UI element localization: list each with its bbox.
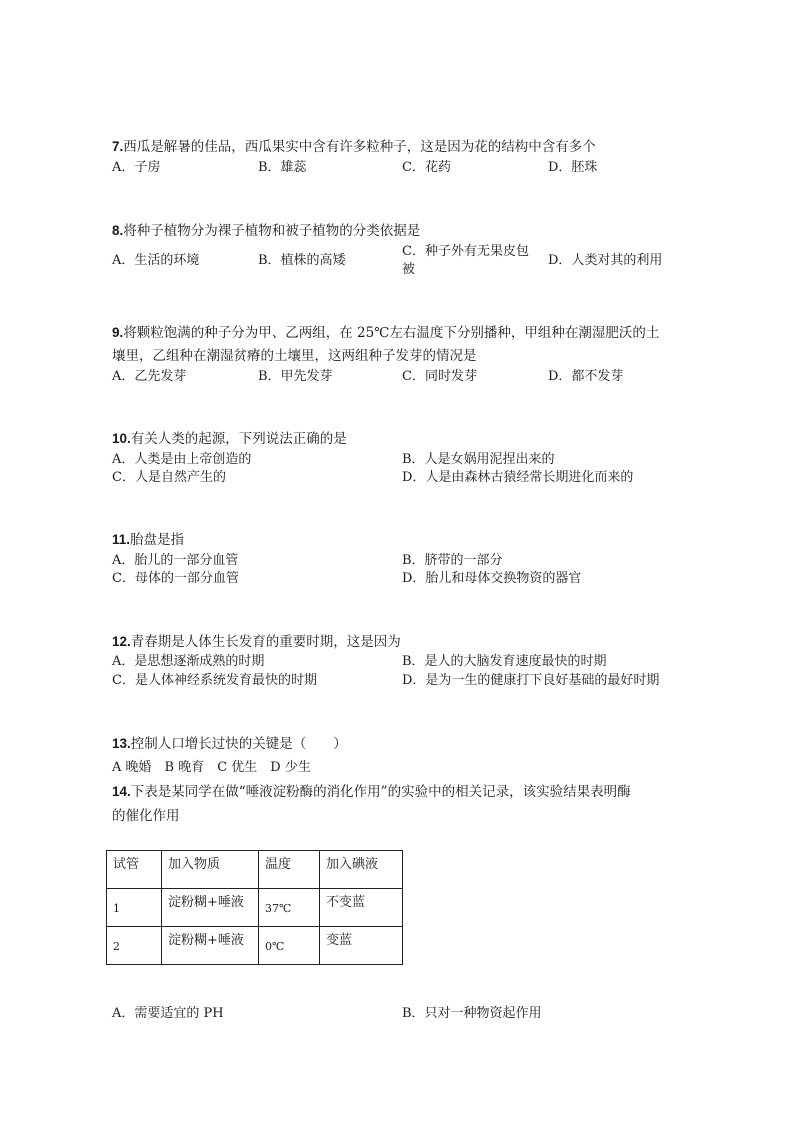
- table-cell: 变蓝: [320, 927, 403, 965]
- table-cell: 淀粉糊+唾液: [162, 927, 259, 965]
- question-9-option-a: A．乙先发芽: [112, 369, 187, 384]
- question-7-option-b: B．雄蕊: [258, 160, 307, 175]
- question-12-stem: 12.青春期是人体生长发育的重要时期，这是因为: [112, 634, 401, 650]
- question-13-options: A 晚婚 B 晚育 C 优生 D 少生: [112, 760, 311, 775]
- question-7-option-c: C．花药: [402, 160, 451, 175]
- question-10-option-d: D．人是由森林古猿经常长期进化而来的: [402, 470, 634, 485]
- table-cell: 2: [107, 927, 162, 965]
- question-10-option-c: C．人是自然产生的: [112, 470, 226, 485]
- question-14-stem-line1: 14.下表是某同学在做“唾液淀粉酶的消化作用”的实验中的相关记录，该实验结果表明酶: [112, 784, 631, 800]
- question-11-option-c: C．母体的一部分血管: [112, 571, 239, 586]
- question-11-option-a: A．胎儿的一部分血管: [112, 553, 239, 568]
- experiment-table: [106, 850, 403, 965]
- question-7-stem: 7.西瓜是解暑的佳品，西瓜果实中含有许多粒种子，这是因为花的结构中含有多个: [112, 139, 596, 155]
- table-header-cell: 温度: [259, 851, 320, 889]
- question-8-option-b: B．植株的高矮: [258, 253, 346, 268]
- table-header-cell: 加入碘液: [320, 851, 403, 889]
- question-12-option-b: B．是人的大脑发育速度最快的时期: [402, 654, 607, 669]
- question-9-option-c: C．同时发芽: [402, 369, 477, 384]
- table-header-cell: 加入物质: [162, 851, 259, 889]
- question-14-option-b: B．只对一种物资起作用: [402, 1006, 542, 1021]
- table-cell: 1: [107, 889, 162, 927]
- table-cell: 淀粉糊+唾液: [162, 889, 259, 927]
- question-10-stem: 10.有关人类的起源，下列说法正确的是: [112, 431, 347, 447]
- question-7-option-d: D．胚珠: [548, 160, 598, 175]
- question-13-stem: 13.控制人口增长过快的关键是（ ）: [112, 736, 347, 752]
- question-12-option-a: A．是思想逐渐成熟的时期: [112, 654, 265, 669]
- table-cell: 不变蓝: [320, 889, 403, 927]
- question-10-option-b: B．人是女娲用泥捏出来的: [402, 452, 555, 467]
- question-14-stem-line2: 的催化作用: [112, 808, 180, 824]
- question-9-stem-line2: 壤里，乙组种在潮湿贫瘠的土壤里，这两组种子发芽的情况是: [112, 348, 477, 364]
- question-11-option-d: D．胎儿和母体交换物资的器官: [402, 571, 582, 586]
- question-8-option-d: D．人类对其的利用: [548, 253, 663, 268]
- question-10-option-a: A．人类是由上帝创造的: [112, 452, 252, 467]
- table-cell: 37℃: [259, 889, 320, 927]
- table-row: [107, 889, 403, 927]
- question-9-stem-line1: 9.将颗粒饱满的种子分为甲、乙两组，在 25℃左右温度下分别播种，甲组种在潮湿肥沃的土: [112, 325, 660, 341]
- table-header-row: [107, 851, 403, 889]
- question-8-stem: 8.将种子植物分为裸子植物和被子植物的分类依据是: [112, 223, 421, 239]
- question-12-option-d: D．是为一生的健康打下良好基础的最好时期: [402, 673, 660, 688]
- table-cell: 0℃: [259, 927, 320, 965]
- question-9-option-b: B．甲先发芽: [258, 369, 333, 384]
- table-row: [107, 927, 403, 965]
- question-11-option-b: B．脐带的一部分: [402, 553, 503, 568]
- question-8-option-a: A．生活的环境: [112, 253, 200, 268]
- question-7-option-a: A．子房: [112, 160, 161, 175]
- question-8-option-c: C．种子外有无果皮包被: [402, 244, 529, 277]
- question-14-option-a: A．需要适宜的 PH: [112, 1006, 224, 1021]
- question-9-option-d: D．都不发芽: [548, 369, 624, 384]
- table-header-cell: 试管: [107, 851, 162, 889]
- question-11-stem: 11.胎盘是指: [112, 532, 185, 548]
- question-12-option-c: C．是人体神经系统发育最快的时期: [112, 673, 317, 688]
